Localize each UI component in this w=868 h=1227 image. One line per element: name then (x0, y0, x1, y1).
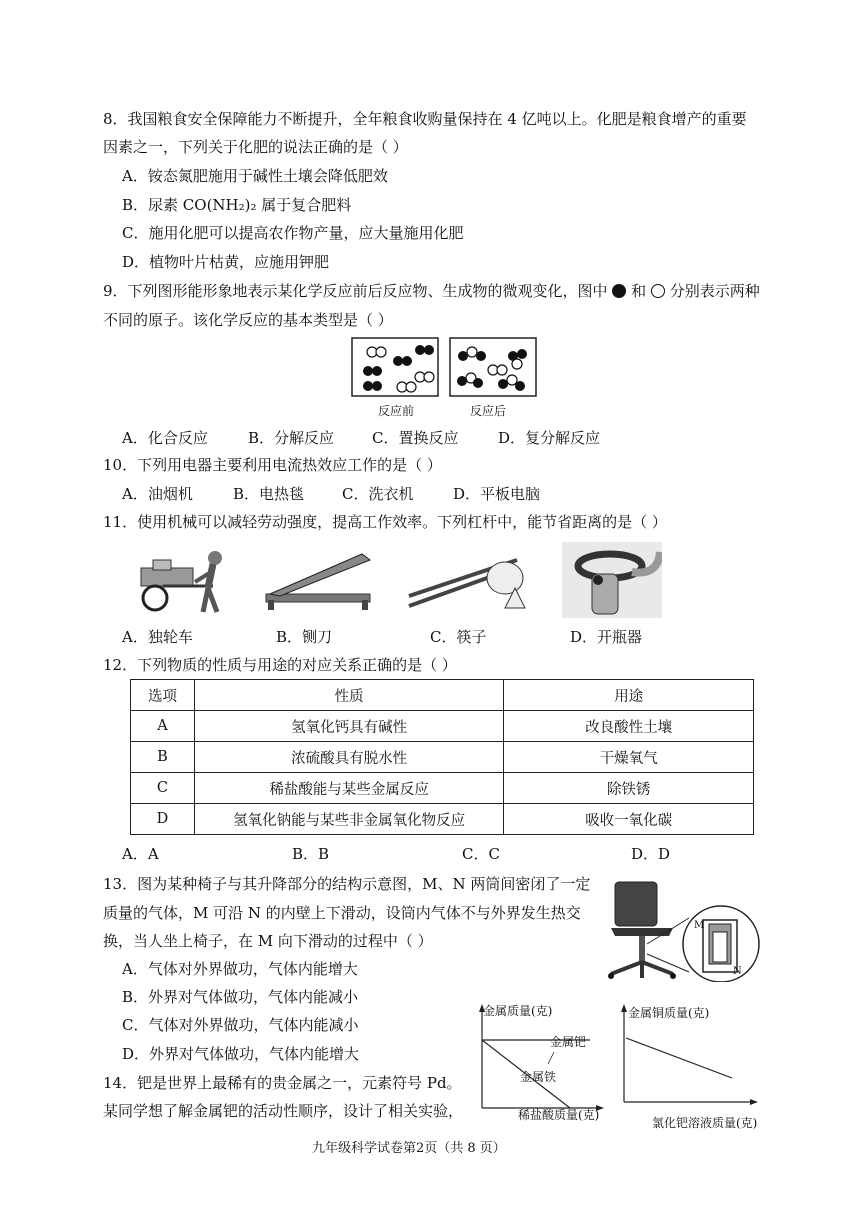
q9-stem-line1 (103, 280, 760, 302)
table-cell: 稀盐酸能与某些金属反应 (194, 773, 503, 804)
q12-option-c: C．C (462, 845, 500, 863)
table-cell: C (131, 773, 195, 804)
graph2-xlabel: 氯化钯溶液质量(克) (652, 1116, 758, 1130)
q10-option-c: C．洗衣机 (342, 485, 414, 503)
q9-stem-and: 和 (631, 282, 647, 300)
q10-stem: 10．下列用电器主要利用电流热效应工作的是（ ） (103, 456, 442, 474)
q8-option-b: B．尿素 CO(NH₂)₂ 属于复合肥料 (122, 196, 352, 214)
table-cell: 改良酸性土壤 (504, 711, 754, 742)
reaction-diagram (350, 336, 540, 398)
q8-option-d: D．植物叶片枯黄，应施用钾肥 (122, 253, 330, 271)
table-row (131, 742, 754, 773)
table-cell: 氢氧化钠能与某些非金属氧化物反应 (194, 804, 503, 835)
table-row (131, 711, 754, 742)
q12-option-a: A．A (122, 845, 159, 863)
properties-table (130, 679, 754, 835)
table-cell: 吸收一氧化碳 (504, 804, 754, 835)
q8-stem-line2: 因素之一，下列关于化肥的说法正确的是（ ） (103, 138, 408, 156)
white-atom-icon (651, 284, 665, 298)
table-header-option: 选项 (131, 680, 195, 711)
q13-stem-line3: 换，当人坐上椅子，在 M 向下滑动的过程中（ ） (103, 932, 433, 950)
label-n: N (733, 966, 742, 977)
caption-before: 反应前 (378, 404, 415, 418)
q14-stem-line2: 某同学想了解金属钯的活动性顺序，设计了相关实验， (103, 1102, 464, 1120)
label-m: M (694, 920, 705, 931)
q10-option-b: B．电热毯 (233, 485, 305, 503)
q9-option-a: A．化合反应 (122, 429, 208, 447)
table-cell: 干燥氧气 (504, 742, 754, 773)
q9-stem-line2: 不同的原子。该化学反应的基本类型是（ ） (103, 311, 393, 329)
q13-stem-line2: 质量的气体，M 可沿 N 的内壁上下滑动，设筒内气体不与外界发生热交 (103, 904, 581, 922)
wheelbarrow-image (133, 542, 238, 618)
graph1-xlabel: 稀盐酸质量(克) (518, 1108, 600, 1122)
q8-option-c: C．施用化肥可以提高农作物产量，应大量施用化肥 (122, 224, 464, 242)
black-atom-icon (612, 284, 626, 298)
table-row (131, 804, 754, 835)
q13-stem-line1: 13．图为某种椅子与其升降部分的结构示意图，M、N 两筒间密闭了一定 (103, 875, 591, 893)
table-row (131, 773, 754, 804)
q12-option-b: B．B (292, 845, 330, 863)
graph1-line-fe-label: 金属铁 (520, 1070, 557, 1084)
q9-option-b: B．分解反应 (248, 429, 335, 447)
q13-option-a: A．气体对外界做功，气体内能增大 (122, 960, 358, 978)
q9-option-d: D．复分解反应 (498, 429, 601, 447)
q14-stem-line1: 14．钯是世界上最稀有的贵金属之一，元素符号 Pd。 (103, 1074, 462, 1092)
q13-option-c: C．气体对外界做功，气体内能减小 (122, 1016, 359, 1034)
q9-stem-part2: 分别表示两种 (669, 282, 760, 300)
table-cell: D (131, 804, 195, 835)
q11-option-b: B．铡刀 (276, 628, 333, 646)
q11-option-c: C．筷子 (430, 628, 487, 646)
guillotine-cutter-image (262, 550, 374, 612)
q10-option-a: A．油烟机 (122, 485, 193, 503)
chopsticks-image (405, 548, 531, 612)
table-cell: 氢氧化钙具有碱性 (194, 711, 503, 742)
q12-stem: 12．下列物质的性质与用途的对应关系正确的是（ ） (103, 656, 457, 674)
table-header-row (131, 680, 754, 711)
q9-stem-part1: 9．下列图形能形象地表示某化学反应前后反应物、生成物的微观变化，图中 (103, 282, 608, 300)
reaction-after-box (450, 338, 536, 396)
q13-option-b: B．外界对气体做功，气体内能减小 (122, 988, 359, 1006)
q11-option-d: D．开瓶器 (570, 628, 643, 646)
graph2-line-cu (626, 1038, 732, 1078)
page-footer: 九年级科学试卷第2页（共 8 页） (312, 1141, 506, 1156)
caption-after: 反应后 (470, 404, 507, 418)
bottle-opener-image (562, 542, 662, 618)
q13-option-d: D．外界对气体做功，气体内能增大 (122, 1045, 360, 1063)
table-header-property: 性质 (194, 680, 503, 711)
reaction-before-box (352, 338, 438, 396)
table-cell: A (131, 711, 195, 742)
table-cell: 除铁锈 (504, 773, 754, 804)
q8-stem-line1: 8．我国粮食安全保障能力不断提升，全年粮食收购量保持在 4 亿吨以上。化肥是粮食增产的重要 (103, 110, 747, 128)
graph2-ylabel: 金属铜质量(克) (628, 1006, 710, 1020)
q10-option-d: D．平板电脑 (453, 485, 541, 503)
q11-option-a: A．独轮车 (122, 628, 193, 646)
q8-option-a: A．铵态氮肥施用于碱性土壤会降低肥效 (122, 167, 388, 185)
table-cell: B (131, 742, 195, 773)
q12-option-d: D．D (631, 845, 671, 863)
q11-stem: 11．使用机械可以减轻劳动强度，提高工作效率。下列杠杆中，能节省距离的是（ ） (103, 513, 667, 531)
graph1-ylabel: 金属质量(克) (483, 1004, 553, 1018)
table-header-use: 用途 (504, 680, 754, 711)
q9-option-c: C．置换反应 (372, 429, 459, 447)
graph1-line-pd-label: 金属钯 (550, 1035, 587, 1049)
table-cell: 浓硫酸具有脱水性 (194, 742, 503, 773)
